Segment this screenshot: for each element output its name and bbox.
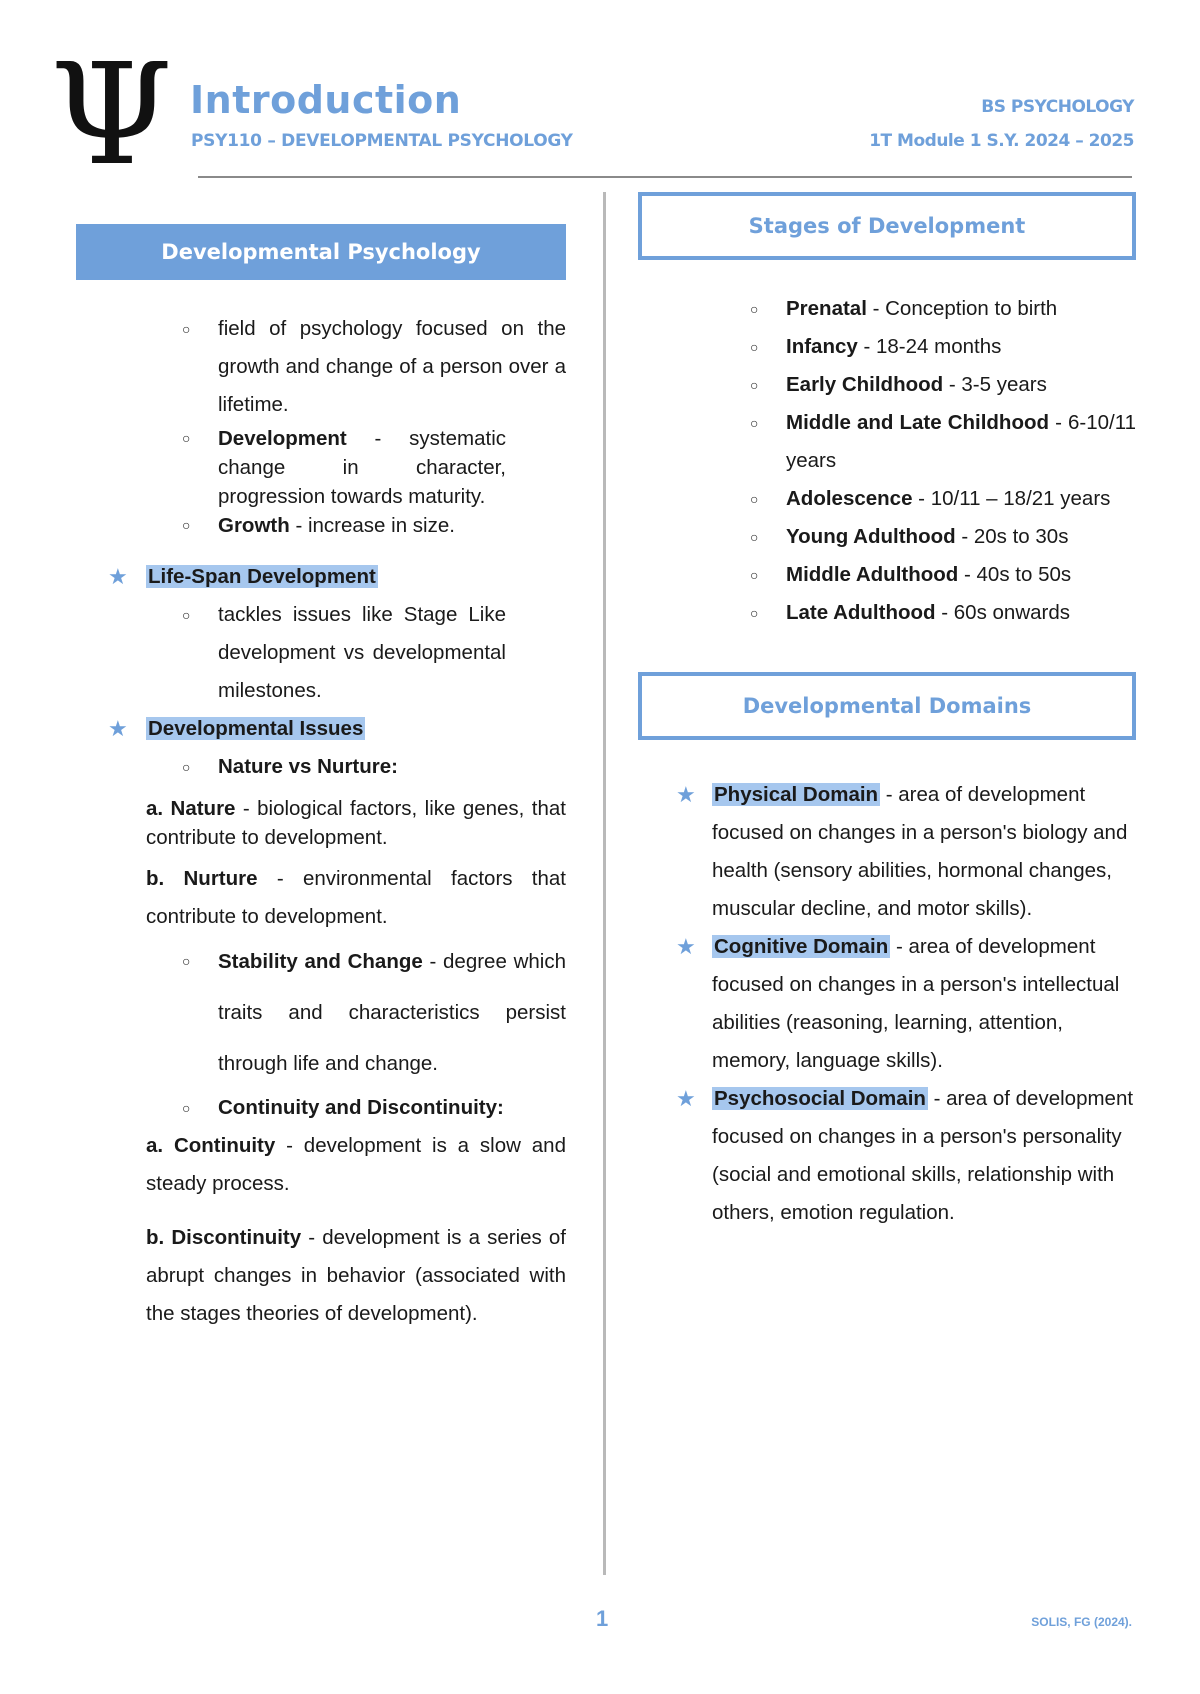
page-number: 1 (596, 1606, 609, 1631)
discontinuity-paragraph (76, 1219, 566, 1333)
stage-term: Prenatal (786, 297, 867, 320)
stage-item (638, 480, 1136, 518)
nurture-term: b. Nurture (146, 867, 258, 890)
lifespan-item (76, 596, 566, 710)
circle-bullet-icon: ○ (182, 517, 191, 533)
stage-text: - 10/11 – 18/21 years (912, 487, 1111, 510)
stage-item (638, 556, 1136, 594)
course-subtitle: PSY110 – DEVELOPMENTAL PSYCHOLOGY (191, 131, 573, 151)
circle-bullet-icon: ○ (750, 605, 759, 621)
stability-term: Stability and Change (218, 950, 423, 973)
definition-item (76, 310, 566, 424)
lifespan-title: Life-Span Development (148, 565, 376, 588)
left-column (76, 224, 566, 1333)
circle-bullet-icon: ○ (182, 1100, 191, 1116)
footer-credit: SOLIS, FG (2024). (1031, 1615, 1132, 1629)
domain-item (638, 928, 1136, 1080)
stage-item (638, 518, 1136, 556)
lifespan-text: tackles issues like Stage Like development vs developmental milestones. (218, 603, 506, 702)
circle-bullet-icon: ○ (750, 567, 759, 583)
circle-bullet-icon: ○ (182, 321, 191, 337)
discontinuity-term: b. Discontinuity (146, 1226, 302, 1249)
stage-item (638, 290, 1136, 328)
right-column (638, 192, 1136, 1232)
star-icon: ★ (676, 934, 696, 959)
nature-term: a. Nature (146, 797, 236, 820)
definition-text: field of psychology focused on the growth and change of a person over a lifetime. (218, 317, 566, 416)
circle-bullet-icon: ○ (182, 430, 191, 446)
stage-term: Young Adulthood (786, 525, 956, 548)
issues-heading (76, 710, 566, 748)
domain-item (638, 1080, 1136, 1232)
stage-item (638, 328, 1136, 366)
nurture-paragraph (76, 860, 566, 936)
header-divider (198, 176, 1132, 178)
domain-item (638, 776, 1136, 928)
circle-bullet-icon: ○ (750, 377, 759, 393)
growth-term: Growth (218, 514, 290, 537)
domain-text: - area of development focused on changes in a person's personality (social and emotional skills, relationship with others, emotion regulation. (712, 1087, 1134, 1224)
stability-item (76, 936, 566, 1089)
domain-text: - area of development focused on changes in a person's intellectual abilities (reasoning, learning, attention, memory, language skills). (712, 935, 1120, 1072)
star-icon: ★ (676, 1086, 696, 1111)
continuity-paragraph (76, 1127, 566, 1203)
circle-bullet-icon: ○ (182, 953, 191, 969)
stage-item (638, 594, 1136, 632)
discontinuity-text: - development is a series of abrupt changes in behavior (associated with the stages theories of development). (146, 1226, 567, 1325)
program-label: BS PSYCHOLOGY (981, 97, 1134, 117)
stage-term: Infancy (786, 335, 858, 358)
domain-term: Physical Domain (714, 783, 879, 806)
nurture-text: - environmental factors that contribute to development. (146, 867, 566, 928)
circle-bullet-icon: ○ (182, 607, 191, 623)
page-title: Introduction (190, 78, 462, 122)
domain-term: Cognitive Domain (714, 935, 889, 958)
nature-paragraph (76, 794, 566, 852)
stage-term: Late Adulthood (786, 601, 936, 624)
circle-bullet-icon: ○ (182, 759, 191, 775)
developmental-psychology-banner: Developmental Psychology (76, 224, 566, 280)
circle-bullet-icon: ○ (750, 339, 759, 355)
stage-text: - Conception to birth (866, 297, 1058, 320)
star-icon: ★ (108, 716, 128, 741)
lifespan-heading (76, 558, 566, 596)
stage-text: - 60s onwards (935, 601, 1070, 624)
stage-text: - 20s to 30s (955, 525, 1069, 548)
stage-text: - 6-10/11 years (786, 411, 1136, 472)
stage-text: - 40s to 50s (958, 563, 1072, 586)
domains-banner: Developmental Domains (638, 672, 1136, 740)
stage-term: Middle and Late Childhood (786, 411, 1050, 434)
issues-title: Developmental Issues (148, 717, 364, 740)
stage-text: - 3-5 years (943, 373, 1047, 396)
stage-item (638, 366, 1136, 404)
growth-item (76, 511, 566, 540)
development-item (76, 424, 566, 511)
development-text: - systematic change in character, progression towards maturity. (218, 427, 506, 508)
continuity-item (76, 1089, 566, 1127)
nature-vs-nurture-label: Nature vs Nurture: (218, 755, 398, 778)
circle-bullet-icon: ○ (750, 415, 759, 431)
star-icon: ★ (676, 782, 696, 807)
column-divider (603, 192, 606, 1575)
star-icon: ★ (108, 564, 128, 589)
continuity-term: a. Continuity (146, 1134, 276, 1157)
nature-nurture-item (76, 748, 566, 786)
development-term: Development (218, 427, 347, 450)
stage-term: Adolescence (786, 487, 913, 510)
circle-bullet-icon: ○ (750, 491, 759, 507)
stages-list (638, 290, 1136, 632)
stage-term: Middle Adulthood (786, 563, 959, 586)
stage-item (638, 404, 1136, 480)
circle-bullet-icon: ○ (750, 301, 759, 317)
continuity-text: - development is a slow and steady process. (146, 1134, 566, 1195)
domain-text: - area of development focused on changes in a person's biology and health (sensory abilities, hormonal changes, muscular decline, and motor skills). (712, 783, 1128, 920)
stability-text: - degree which traits and characteristics persist through life and change. (218, 950, 566, 1075)
nature-text: - biological factors, like genes, that contribute to development. (146, 797, 566, 849)
psi-logo: Ψ (50, 34, 173, 197)
continuity-title: Continuity and Discontinuity: (218, 1096, 504, 1119)
stage-term: Early Childhood (786, 373, 944, 396)
stages-banner: Stages of Development (638, 192, 1136, 260)
circle-bullet-icon: ○ (750, 529, 759, 545)
term-label: 1T Module 1 S.Y. 2024 – 2025 (869, 131, 1134, 151)
domain-term: Psychosocial Domain (714, 1087, 926, 1110)
growth-text: - increase in size. (289, 514, 455, 537)
stage-text: - 18-24 months (857, 335, 1002, 358)
